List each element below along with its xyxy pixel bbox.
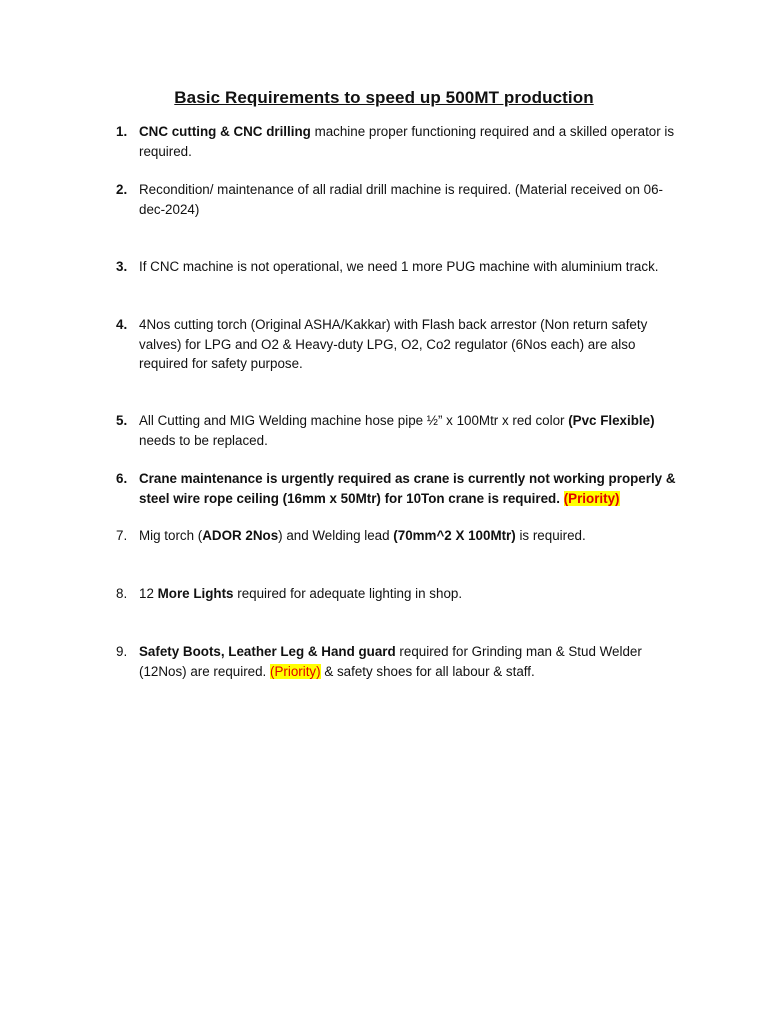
priority-highlight: (Priority) (563, 490, 620, 506)
list-item-8 (116, 584, 676, 604)
list-item-text (139, 642, 676, 681)
text-segment: machine proper functioning required and a skilled operator is required. (139, 124, 675, 159)
text-segment: Recondition/ maintenance of all radial drill machine is required. (Material received on 06-dec-2024) (139, 182, 663, 217)
list-number: 8. (116, 586, 128, 601)
list-number: 3. (116, 259, 128, 274)
list-item-1 (116, 122, 676, 161)
list-item-9 (116, 642, 676, 681)
list-item-text (139, 180, 676, 219)
list-number: 7. (116, 528, 128, 543)
text-segment: 4Nos cutting torch (Original ASHA/Kakkar) with Flash back arrestor (Non return safety valves) for LPG and O2 & Heavy-duty LPG, O2, Co2 regulator (6Nos each) are also required for safety purpose. (139, 317, 648, 371)
list-item-text (139, 122, 676, 161)
list-number: 5. (116, 413, 128, 428)
list-item-text (139, 584, 676, 604)
bold-text: (70mm^2 X 100Mtr) (393, 528, 516, 543)
text-segment: required for Grinding man & Stud Welder (12Nos) are required. (139, 644, 642, 679)
bold-text: ADOR 2Nos (202, 528, 279, 543)
list-number: 1. (116, 124, 128, 139)
priority-highlight: (Priority) (270, 663, 321, 679)
list-item-2 (116, 180, 676, 219)
text-segment: 12 (139, 586, 158, 601)
bold-text: More Lights (157, 586, 234, 601)
list-item-text (139, 315, 676, 374)
text-segment: All Cutting and MIG Welding machine hose pipe ½” x 100Mtr x red color (139, 413, 569, 428)
list-item-text (139, 469, 676, 508)
bold-text: Crane maintenance is urgently required as crane is currently not working properly & steel wire rope ceiling (16mm x 50Mtr) for 10Ton crane is required. (139, 471, 676, 506)
list-item-text (139, 411, 676, 450)
list-item-text (139, 526, 676, 546)
list-number: 2. (116, 182, 128, 197)
list-item-4 (116, 315, 676, 374)
list-item-6 (116, 469, 676, 508)
text-segment: required for adequate lighting in shop. (233, 586, 463, 601)
list-number: 4. (116, 317, 128, 332)
bold-text: CNC cutting & CNC drilling (139, 124, 311, 139)
list-item-7 (116, 526, 676, 546)
document-title: Basic Requirements to speed up 500MT production (174, 88, 594, 107)
list-item-text (139, 257, 676, 277)
list-item-3 (116, 257, 676, 277)
list-item-5 (116, 411, 676, 450)
text-segment: ) and Welding lead (278, 528, 394, 543)
bold-text: Safety Boots, Leather Leg & Hand guard (139, 644, 396, 659)
bold-text: (Pvc Flexible) (568, 413, 655, 428)
text-segment: Mig torch ( (139, 528, 203, 543)
text-segment: & safety shoes for all labour & staff. (320, 663, 535, 679)
text-segment: If CNC machine is not operational, we need 1 more PUG machine with aluminium track. (139, 259, 659, 274)
list-number: 9. (116, 644, 128, 659)
text-segment: needs to be replaced. (139, 432, 268, 448)
text-segment: is required. (515, 528, 586, 543)
list-number: 6. (116, 471, 128, 486)
